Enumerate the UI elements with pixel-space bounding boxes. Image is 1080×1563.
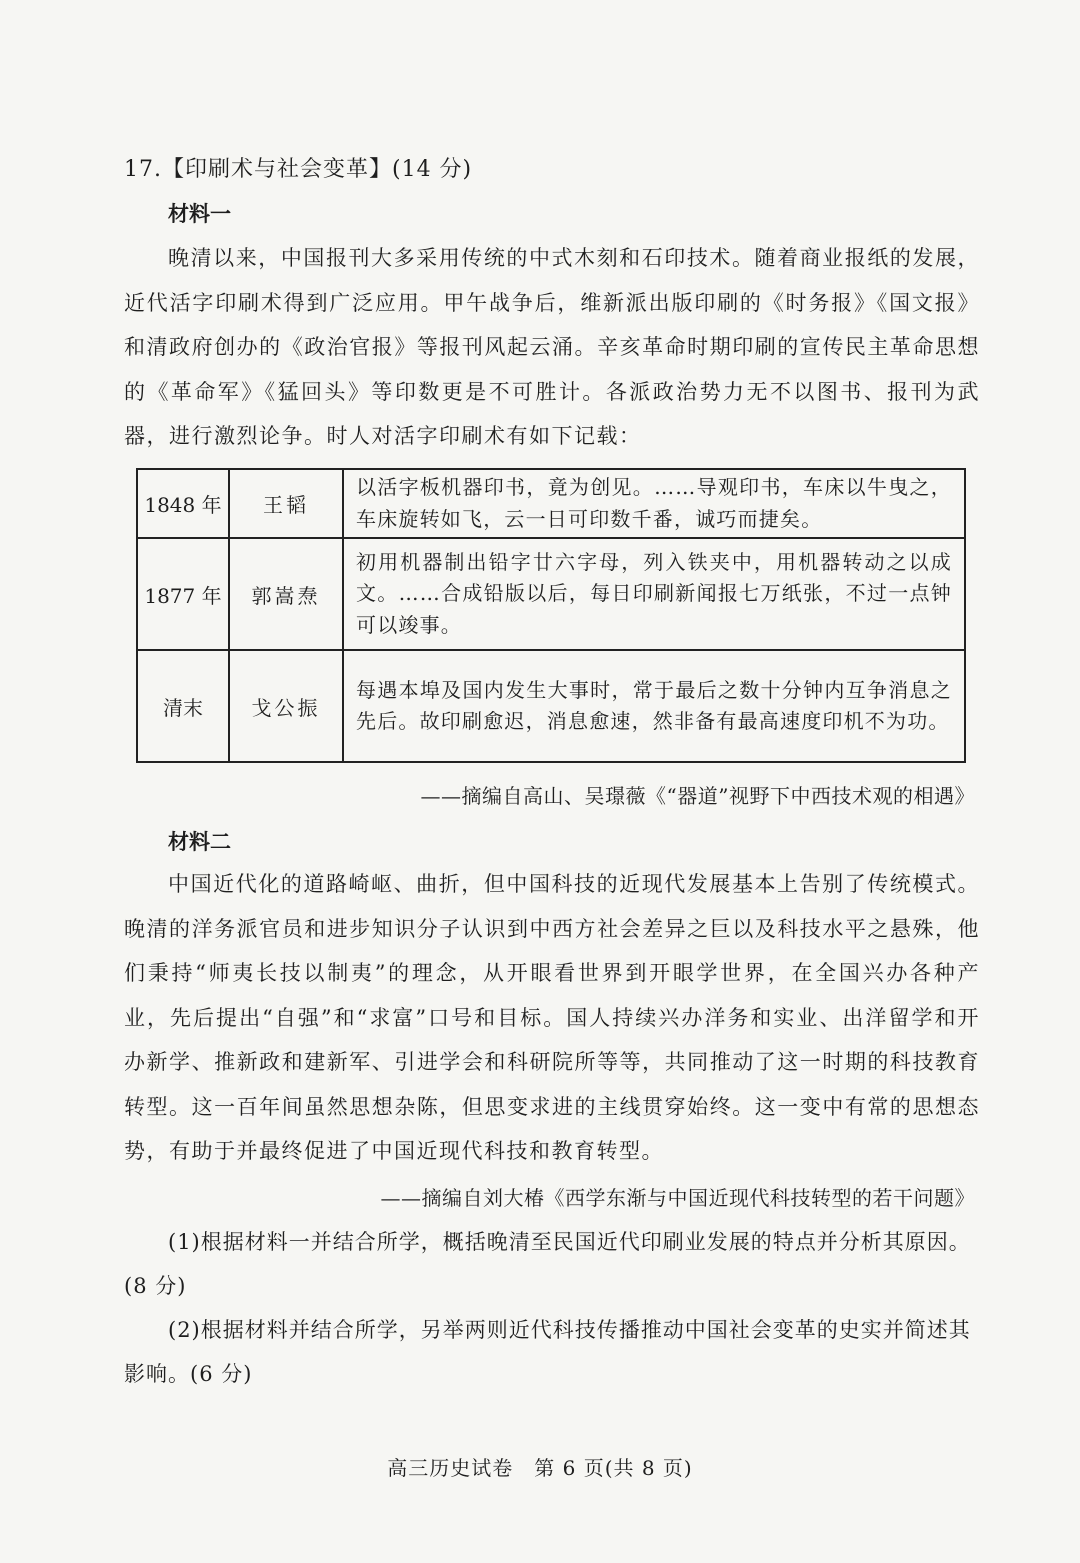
- table-cell-year: 1848 年: [137, 469, 229, 538]
- sub-question-1-text: (1)根据材料一并结合所学，概括晚清至民国近代印刷业发展的特点并分析其原因。(8 分): [124, 1230, 971, 1298]
- material2-heading: 材料二: [168, 829, 231, 854]
- record-table: [136, 468, 966, 763]
- material2-paragraph: [124, 862, 980, 1174]
- table-row: [137, 538, 965, 650]
- table-cell-year: 1877 年: [137, 538, 229, 650]
- table-cell-name: 郭嵩焘: [229, 538, 343, 650]
- material2-paragraph-text: 中国近代化的道路崎岖、曲折，但中国科技的近现代发展基本上告别了传统模式。晚清的洋务派官员和进步知识分子认识到中西方社会差异之巨以及科技水平之悬殊，他们秉持“师夷长技以制夷”的理念，从开眼看世界到开眼学世界，在全国兴办各种产业，先后提出“自强”和“求富”口号和目标。国人持续兴办洋务和实业、出洋留学和开办新学、推新政和建新军、引进学会和科研院所等等，共同推动了这一时期的科技教育转型。这一百年间虽然思想杂陈，但思变求进的主线贯穿始终。这一变中有常的思想态势，有助于并最终促进了中国近现代科技和教育转型。: [124, 872, 980, 1163]
- table-cell-text: 每遇本埠及国内发生大事时，常于最后之数十分钟内互争消息之先后。故印刷愈迟，消息愈速，然非备有最高速度印机不为功。: [343, 650, 965, 762]
- material2-source: ——摘编自刘大椿《西学东渐与中国近现代科技转型的若干问题》: [380, 1186, 975, 1210]
- material1-heading: 材料一: [168, 201, 231, 226]
- sub-question-2-text: (2)根据材料并结合所学，另举两则近代科技传播推动中国社会变革的史实并简述其影响。(6 分): [124, 1318, 971, 1386]
- table-row: [137, 650, 965, 762]
- table-row: [137, 469, 965, 538]
- table-cell-text: 以活字板机器印书，竟为创见。……导观印书，车床以牛曳之，车床旋转如飞，云一日可印数千番，诚巧而捷矣。: [343, 469, 965, 538]
- table-cell-name: 王韬: [229, 469, 343, 538]
- table-cell-text: 初用机器制出铅字廿六字母，列入铁夹中，用机器转动之以成文。……合成铅版以后，每日印刷新闻报七万纸张，不过一点钟可以竣事。: [343, 538, 965, 650]
- material1-paragraph-text: 晚清以来，中国报刊大多采用传统的中式木刻和石印技术。随着商业报纸的发展，近代活字印刷术得到广泛应用。甲午战争后，维新派出版印刷的《时务报》《国文报》和清政府创办的《政治官报》等报刊风起云涌。辛亥革命时期印刷的宣传民主革命思想的《革命军》《猛回头》等印数更是不可胜计。各派政治势力无不以图书、报刊为武器，进行激烈论争。时人对活字印刷术有如下记载：: [124, 246, 980, 448]
- material1-paragraph: [124, 236, 980, 459]
- page-footer: 高三历史试卷 第 6 页(共 8 页): [387, 1456, 693, 1480]
- table-cell-year: 清末: [137, 650, 229, 762]
- sub-question-2: [124, 1308, 980, 1396]
- material1-source: ——摘编自高山、吴璟薇《“器道”视野下中西技术观的相遇》: [420, 784, 975, 808]
- question-title: 17.【印刷术与社会变革】(14 分): [124, 157, 473, 182]
- table-cell-name: 戈公振: [229, 650, 343, 762]
- sub-question-1: [124, 1220, 980, 1308]
